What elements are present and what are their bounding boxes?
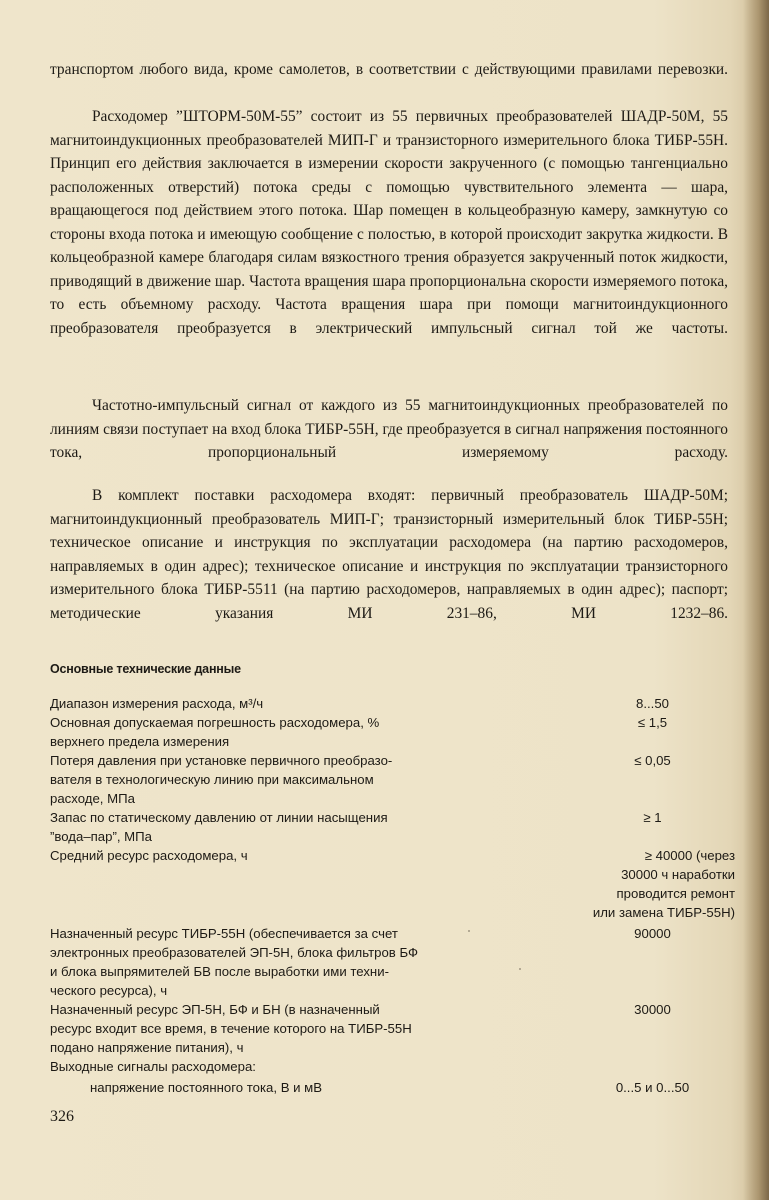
page-spine-shadow: [743, 0, 769, 1200]
paragraph-3: Частотно-импульсный сигнал от каждого из 55 магнитоиндукционных преобразователей по линиям связи поступает на вход блока ТИБР-55Н, где преобразуется в сигнал напряжения постоянного тока, пропорциональный измеряемому расходу.: [50, 397, 728, 461]
paragraph-1: транспортом любого вида, кроме самолетов, в соответствии с действующими правилами перевозки.: [50, 61, 728, 78]
spec-row-static-pressure: Запас по статическому давлению от линии насыщения ”вода–пар”, МПа ≥ 1: [50, 810, 662, 844]
spec-row-output-signals: Выходные сигналы расходомера:: [50, 1059, 256, 1074]
spec-row-avg-resource: Средний ресурс расходомера, ч ≥ 40000 (через 30000 ч наработки проводится ремонт или замена ТИБР-55Н): [50, 848, 735, 920]
print-speck: [519, 968, 521, 970]
spec-row-ep-resource: Назначенный ресурс ЭП-5Н, БФ и БН (в назначенный ресурс входит все время, в течение которого на ТИБР-55Н подано напряжение питания), ч 30000: [50, 1002, 671, 1055]
spec-row-pressure-loss: Потеря давления при установке первичного преобразо- вателя в технологическую линию при максимальном расходе, МПа ≤ 0,05: [50, 753, 671, 806]
spec-row-error: Основная допускаемая погрешность расходомера, % верхнего предела измерения ≤ 1,5: [50, 715, 668, 749]
page-number: 326: [50, 1108, 74, 1125]
spec-row-dc-voltage: напряжение постоянного тока, В и мВ 0...5 и 0...50: [90, 1080, 690, 1095]
spec-row-tibr-resource: Назначенный ресурс ТИБР-55Н (обеспечивается за счет электронных преобразователей ЭП-5Н, блока фильтров БФ и блока выпрямителей БВ после выработки ими техни- ческого ресурса), ч 90000: [50, 926, 671, 998]
print-speck: [468, 930, 470, 932]
paragraph-2: Расходомер ”ШТОРМ-50М-55” состоит из 55 первичных преобразователей ШАДР-50М, 55 магнитоиндукционных преобразователей МИП-Г и транзисторного измерительного блока ТИБР-55Н. Принцип его действия заключается в измерении скорости закрученного (с помощью тангенциально расположенных отверстий) потока среды с помощью чувствительного элемента — шара, вращающегося под действием этого потока. Шар помещен в кольцеобразную камеру, замкнутую со стороны входа потока и имеющую сообщение с полостью, в которой происходит закрутка жидкости. В кольцеобразной камере благодаря силам вязкостного трения образуется закрученный поток жидкости, приводящий в движение шар. Частота вращения шара пропорциональна скорости измеряемого потока, то есть объемному расходу. Частота вращения шара при помощи магнитоиндукционного преобразователя преобразуется в электрический импульсный сигнал той же частоты.: [50, 108, 728, 337]
paragraph-4: В комплект поставки расходомера входят: первичный преобразователь ШАДР-50М; магнитоиндукционный преобразователь МИП-Г; транзисторный измерительный блок ТИБР-55Н; техническое описание и инструкция по эксплуатации расходомера (на партию расходомеров, направляемых в один адрес); техническое описание и инструкция по эксплуатации транзисторного измерительного блока ТИБР-5511 (на партию расходомеров, направляемых в один адрес); паспорт; методические указания МИ 231–86, МИ 1232–86.: [50, 487, 728, 622]
section-title: Основные технические данные: [50, 662, 241, 676]
spec-row-flow-range: Диапазон измерения расхода, м³/ч 8...50: [50, 696, 669, 711]
